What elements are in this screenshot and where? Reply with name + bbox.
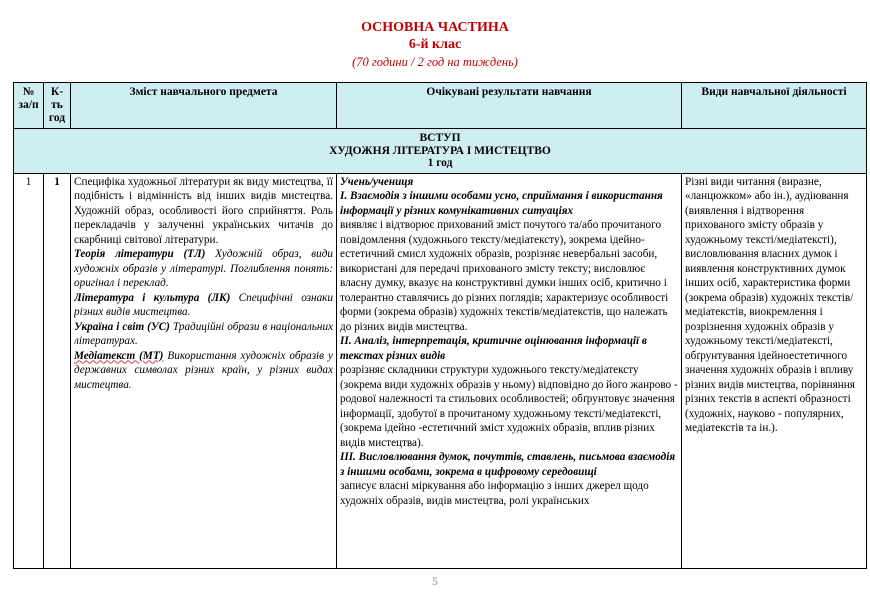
section-line-topic: ХУДОЖНЯ ЛІТЕРАТУРА І МИСТЕЦТВО — [329, 144, 551, 157]
results-heading-2: ІІ. Аналіз, інтерпретація, критичне оцінювання інформації в текстах різних видів — [340, 335, 647, 362]
hours-note: (70 години / 2 год на тиждень) — [352, 55, 518, 69]
table-row — [14, 173, 867, 568]
results-text-2: розрізняє складники структури художнього тексту/медіатексту (зокрема види художніх образів у ньому) відповідно до його жанрово - родової належності та стильових особливостей; обґрунтовує значення інформації, здобутої в прочитаному художньому тексті/медіатексті, (зокрема ідейно -естетичний зміст художніх образів, вплив різних видів мистецтва). — [340, 364, 678, 449]
activities-text: Різні види читання (виразне, «ланцюжком» або ін.), аудіювання (виявлення і відтворення прихованого змісту образів у художньому тексті/медіатексті), висловлювання власних думок і виявлення конструктивних думок інших осіб, характеристика форми (зокрема образів) художніх текстів/медіатекстів, виокремлення і розрізнення художніх образів у художньому тексті/медіатексті, обґрунтування ідейноестетичного значення художніх образів і впливу різних видів мистецтва, порівняння різних текстів в аспекті образності (художніх, науково - популярних, медіатекстів та ін.). — [685, 175, 855, 434]
content-cell — [71, 173, 337, 568]
student-label: Учень/учениця — [340, 175, 414, 188]
column-header-number: № за/п — [14, 83, 44, 129]
theory-label: Теорія літератури (ТЛ) — [74, 248, 206, 260]
culture-text: Специфічні ознаки різних видів мистецтва. — [74, 291, 333, 318]
results-text-1: виявляє і відтворює прихований зміст почутого та/або прочитаного повідомлення (художнього тексту/медіатексту), зокрема ідейно-естетичний смисл художніх образів, розрізняє невербальні засоби, використані для передачі прихованого змісту тексту; висловлює власну думку, вказує на конструктивні думки інших осіб, критично і толерантно ставлячись до різних поглядів; характеризує особливості форми (зокрема образів) художніх текстів/медіатекстів, що належать до різних видів мистецтва. — [340, 219, 669, 333]
row-hours: 1 — [44, 173, 71, 568]
content-intro: Специфіка художньої літератури як виду мистецтва, її подібність і відмінність від інших видів мистецтва. Художній образ, особливості його сприйняття. Роль перекладачів у залученні українських читачів до скарбниці світової літератури. — [74, 175, 333, 246]
culture-label: Література і культура (ЛК) — [74, 291, 231, 304]
curriculum-table — [13, 82, 867, 569]
page-number: 5 — [432, 574, 438, 588]
column-header-activities: Види навчальної діяльності — [682, 83, 867, 129]
section-heading — [14, 129, 867, 174]
results-cell — [337, 173, 682, 568]
mediatext-text: Використання художніх образів у державних символах різних країн, у різних видах мистецтва. — [74, 349, 333, 391]
column-header-hours: К-ть год — [44, 83, 71, 129]
results-heading-1: І. Взаємодія з іншими особами усно, сприймання і використання інформації у різних комунікативних ситуаціях — [340, 190, 663, 217]
section-title: ОСНОВНА ЧАСТИНА — [361, 20, 509, 35]
world-label: Україна і світ (УС) — [74, 320, 170, 333]
section-row — [14, 129, 867, 174]
row-number: 1 — [14, 173, 44, 568]
section-line-intro: ВСТУП — [419, 132, 461, 144]
column-header-results: Очікувані результати навчання — [337, 83, 682, 129]
results-text-3: записує власні міркування або інформацію з інших джерел щодо художніх образів, видів мистецтва, ролі українських — [340, 480, 649, 507]
column-header-content: Зміст навчального предмета — [71, 83, 337, 129]
mediatext-label: Медіатекст (МТ) — [74, 349, 164, 362]
world-text: Традиційні образи в національних літературах. — [74, 320, 333, 347]
theory-text: Художній образ, види художніх образів у літературі. Поглиблення понять: оригінал і переклад. — [74, 248, 333, 289]
grade-heading: 6-й клас — [408, 37, 462, 52]
activities-cell — [682, 173, 867, 568]
table-header-row — [14, 83, 867, 129]
results-heading-3: ІІІ. Висловлювання думок, почуттів, ставлень, письмова взаємодія з іншими особами, зокрема в цифровому середовищі — [340, 451, 676, 478]
section-line-hours: 1 год — [427, 157, 453, 169]
